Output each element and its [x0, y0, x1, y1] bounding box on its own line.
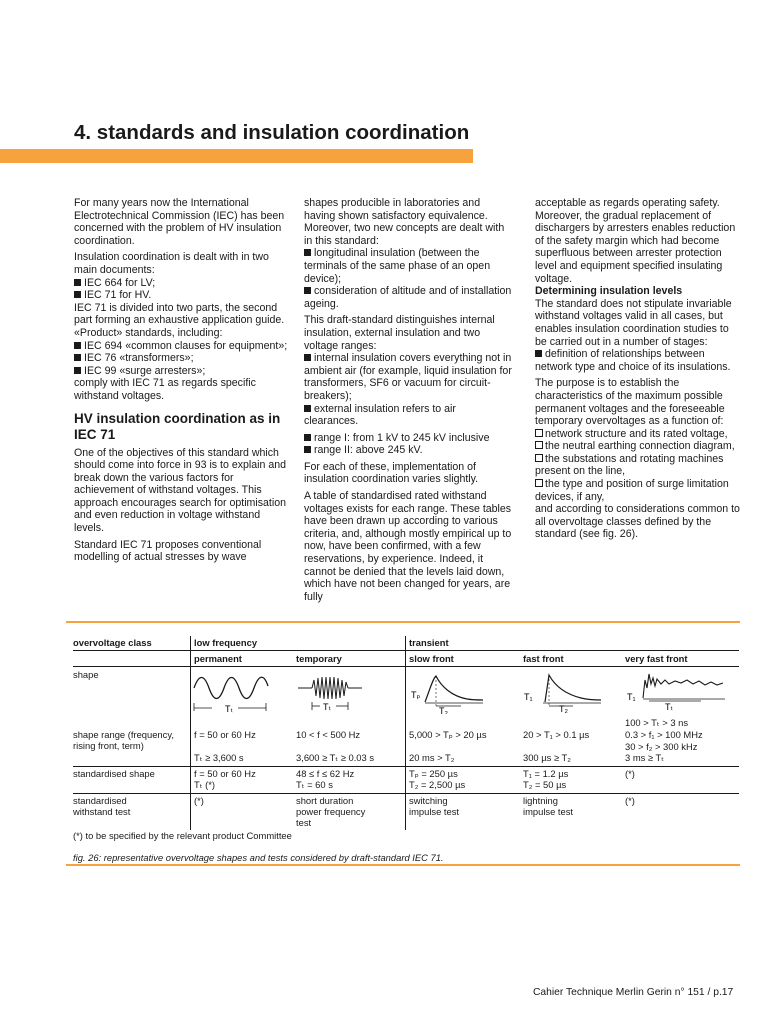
paragraph-comply: comply with IEC 71 as regards specific withstand voltages. [74, 377, 256, 402]
bullet-icon [304, 446, 311, 453]
paragraph-shapes: shapes producible in laboratories and having shown satisfactory equivalence. Moreover, two new concepts are dealt with in this standard: [304, 197, 505, 247]
paragraph-purpose: The purpose is to establish the characteristics of the maximum possible permanent voltages and the foreseeable temporary overvoltages as a function of: [535, 377, 725, 428]
row-label-standardised-shape: standardised shape [73, 768, 155, 779]
bullet-icon [74, 279, 81, 286]
paragraph-docs-intro: Insulation coordination is dealt with in two main documents: [74, 251, 269, 276]
paragraph-product: «Product» standards, including: [74, 326, 223, 339]
list-item-neutral: the neutral earthing connection diagram, [535, 440, 743, 453]
page-footer: Cahier Technique Merlin Gerin n° 151 / p.17 [533, 987, 734, 998]
paragraph-according: and according to considerations common to all overvoltage classes defined by the standard (see fig. 26). [535, 503, 740, 541]
list-item-range-2: range II: above 245 kV. [304, 444, 512, 457]
bullet-icon [304, 434, 311, 441]
list-item-prod-2: IEC 76 «transformers»; [74, 352, 288, 365]
text-column-1 [74, 197, 288, 564]
list-item-prod-1: IEC 694 «common clauses for equipment»; [74, 340, 288, 353]
range-fast-1: 20 > T₁ > 0.1 µs [523, 729, 590, 740]
range-fast-2: 300 µs ≥ T₂ [523, 752, 571, 763]
list-item-longitudinal: longitudinal insulation (between the terminals of the same phase of an open device); [304, 247, 491, 285]
test-temporary-3: test [296, 817, 312, 828]
paragraph-distinguishes: This draft-standard distinguishes internal insulation, external insulation and two voltage ranges: [304, 314, 495, 352]
table-divider [73, 766, 739, 767]
table-divider [405, 636, 406, 830]
std-shape-permanent-1: f = 50 or 60 Hz [194, 768, 256, 779]
wave-label: Tₜ [665, 702, 674, 712]
table-divider [73, 793, 739, 794]
list-item-definition: definition of relationships between network type and choice of its insulations. [535, 348, 731, 373]
list-item-doc-1: IEC 664 for LV; [74, 277, 288, 290]
overvoltage-table [73, 636, 739, 830]
std-shape-permanent-2: Tₜ (*) [194, 779, 215, 790]
bullet-icon [535, 350, 542, 357]
header-low-frequency: low frequency [194, 637, 258, 648]
header-temporary: temporary [296, 653, 342, 664]
row-label-shape: shape [73, 669, 99, 680]
wave-label: T₁ [524, 692, 533, 702]
list-item-surge: the type and position of surge limitation devices, if any, [535, 478, 729, 503]
section-heading-insulation-levels: Determining insulation levels [535, 285, 683, 298]
paragraph-each: For each of these, implementation of insulation coordination varies slightly. [304, 460, 479, 486]
paragraph-proposes: Standard IEC 71 proposes conventional modelling of actual stresses by wave [74, 538, 262, 564]
checkbox-bullet-icon [535, 429, 543, 437]
header-fast-front: fast front [523, 653, 564, 664]
bullet-icon [304, 249, 311, 256]
wave-label: Tₜ [225, 704, 234, 714]
table-divider [73, 666, 739, 667]
range-very-fast-4: 3 ms ≥ Tₜ [625, 752, 664, 763]
list-item-internal: internal insulation covers everything not in ambient air (for example, liquid insulation for transformers, SF6 or vacuum for circuit-breakers); [304, 352, 512, 402]
header-permanent: permanent [194, 653, 242, 664]
paragraph-table: A table of standardised rated withstand voltages exists for each range. These tables have been drawn up according to various criteria, and, although mostly empirical up to now, have been confirmed, with a few reservations, by experience. Indeed, it cannot be denied that the levels laid down, which have not been changed for years, are fully [304, 490, 512, 603]
table-divider [73, 650, 739, 651]
range-temporary-2: 3,600 ≥ Tₜ ≥ 0.03 s [296, 752, 375, 763]
checkbox-bullet-icon [535, 454, 543, 462]
page-title: 4. standards and insulation coordination [74, 121, 470, 144]
test-temporary-1: short duration [296, 795, 354, 806]
wave-label: Tₜ [323, 702, 332, 712]
paragraph-acceptable: acceptable as regards operating safety. Moreover, the gradual replacement of dischargers by arresters enables reduction of the safety margin which had become superfluous between arrester protection level and equipment specified insulating voltage. [535, 197, 736, 285]
test-slow-1: switching [409, 795, 448, 806]
table-divider [190, 636, 191, 830]
std-shape-slow-2: T₂ = 2,500 µs [409, 779, 466, 790]
range-permanent-1: f = 50 or 60 Hz [194, 729, 256, 740]
test-permanent: (*) [194, 795, 204, 806]
bullet-icon [74, 367, 81, 374]
wave-label: T₁ [627, 692, 636, 702]
test-fast-1: lightning [523, 795, 558, 806]
range-very-fast-2: 0.3 > f₁ > 100 MHz [625, 729, 703, 740]
list-item-range-1: range I: from 1 kV to 245 kV inclusive [304, 432, 512, 445]
range-permanent-2: Tₜ ≥ 3,600 s [194, 752, 244, 763]
test-temporary-2: power frequency [296, 806, 366, 817]
list-item-doc-2: IEC 71 for HV. [74, 289, 288, 302]
header-slow-front: slow front [409, 653, 454, 664]
list-item-substations: the substations and rotating machines present on the line, [535, 452, 724, 478]
table-bottom-rule [66, 864, 740, 866]
test-fast-2: impulse test [523, 806, 574, 817]
header-overvoltage-class: overvoltage class [73, 637, 152, 648]
test-very-fast: (*) [625, 795, 635, 806]
std-shape-temporary-2: Tₜ = 60 s [296, 779, 333, 790]
range-slow-2: 20 ms > T₂ [409, 752, 455, 763]
bullet-icon [74, 342, 81, 349]
section-heading-hv: HV insulation coordination as in IEC 71 [74, 410, 281, 442]
table-footnote: (*) to be specified by the relevant product Committee [73, 830, 292, 841]
paragraph-intro: For many years now the International Electrotechnical Commission (IEC) has been concerned with the problem of HV insulation coordination. [74, 197, 285, 247]
checkbox-bullet-icon [535, 441, 543, 449]
paragraph-objectives: One of the objectives of this standard which should come into force in 93 is to explain and break down the various factors for achievement of withstand voltages. This approach encourages search for optimisation and even reduction in voltage withstand levels. [74, 446, 287, 535]
text-column-2 [304, 197, 512, 603]
text-column-3 [535, 197, 743, 541]
range-slow-1: 5,000 > Tₚ > 20 µs [409, 729, 487, 740]
very-fast-front-impulse-icon [621, 668, 729, 714]
paragraph-not-stipulate: The standard does not stipulate invariable withstand voltages valid in all cases, but enables insulation coordination studies to be carried out in a number of stages: [535, 297, 732, 348]
header-very-fast-front: very fast front [625, 653, 688, 664]
wave-label: T₂ [439, 706, 448, 714]
range-very-fast-1: 100 > Tₜ > 3 ns [625, 717, 689, 728]
header-transient: transient [409, 637, 449, 648]
checkbox-bullet-icon [535, 479, 543, 487]
range-temporary-1: 10 < f < 500 Hz [296, 729, 361, 740]
list-item-altitude: consideration of altitude and of installation ageing. [304, 285, 512, 310]
fast-front-impulse-icon [521, 672, 605, 714]
wave-label: Tₚ [411, 690, 421, 700]
table-top-rule [66, 621, 740, 623]
range-very-fast-3: 30 > f₂ > 300 kHz [625, 741, 698, 752]
std-shape-temporary-1: 48 ≤ f ≤ 62 Hz [296, 768, 355, 779]
std-shape-fast-1: T₁ = 1.2 µs [523, 768, 569, 779]
row-label-shape-range: shape range (frequency, rising front, term) [73, 729, 174, 751]
list-item-external: external insulation refers to air clearances. [304, 402, 456, 428]
title-accent-bar [0, 149, 473, 163]
std-shape-slow-1: Tₚ = 250 µs [409, 768, 458, 779]
wave-label: T₂ [559, 704, 568, 714]
row-label-withstand-test: standardised withstand test [73, 795, 131, 817]
list-item-prod-3: IEC 99 «surge arresters»; [74, 365, 288, 378]
list-item-network: network structure and its rated voltage, [535, 428, 743, 441]
temporary-burst-wave-icon [296, 672, 372, 714]
paragraph-divided: IEC 71 is divided into two parts, the second part forming an exhaustive application guide. [74, 301, 285, 327]
figure-caption: fig. 26: representative overvoltage shapes and tests considered by draft-standard IEC 71. [73, 852, 444, 863]
std-shape-very-fast: (*) [625, 768, 635, 779]
bullet-icon [304, 354, 311, 361]
slow-front-impulse-icon [407, 672, 487, 714]
std-shape-fast-2: T₂ = 50 µs [523, 779, 567, 790]
test-slow-2: impulse test [409, 806, 460, 817]
bullet-icon [304, 287, 311, 294]
permanent-sine-wave-icon [192, 672, 272, 714]
bullet-icon [304, 405, 311, 412]
bullet-icon [74, 354, 81, 361]
bullet-icon [74, 291, 81, 298]
